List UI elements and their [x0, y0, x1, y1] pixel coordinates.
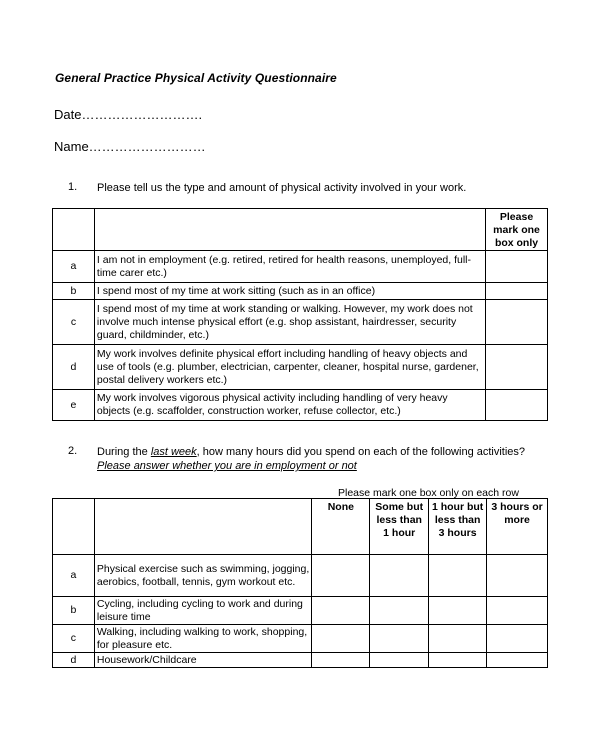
- column-header-1-to-3-hours: 1 hour but less than 3 hours: [429, 499, 487, 555]
- name-field[interactable]: Name………………………: [54, 139, 206, 154]
- checkbox-cell[interactable]: [487, 555, 548, 597]
- checkbox-cell[interactable]: [486, 345, 548, 390]
- checkbox-cell[interactable]: [486, 251, 548, 283]
- row-letter: b: [53, 597, 95, 625]
- table-row: [53, 597, 548, 625]
- mark-one-box-header: Please mark one box only: [486, 209, 548, 251]
- table-row: [53, 653, 548, 668]
- checkbox-cell[interactable]: [370, 597, 429, 625]
- empty-cell: [94, 499, 312, 555]
- question-2-last-week: last week: [150, 446, 197, 458]
- empty-cell: [94, 209, 485, 251]
- row-description: My work involves vigorous physical activity including handling of very heavy objects (e.g. scaffolder, construction worker, refuse collector, etc.): [94, 390, 485, 421]
- checkbox-cell[interactable]: [429, 625, 487, 653]
- checkbox-cell[interactable]: [429, 653, 487, 668]
- checkbox-cell[interactable]: [370, 625, 429, 653]
- row-description: I spend most of my time at work sitting (such as in an office): [94, 283, 485, 300]
- checkbox-cell[interactable]: [486, 390, 548, 421]
- checkbox-cell[interactable]: [487, 625, 548, 653]
- page-title: General Practice Physical Activity Questionnaire: [55, 71, 337, 85]
- checkbox-cell[interactable]: [370, 555, 429, 597]
- row-description: Housework/Childcare: [94, 653, 312, 668]
- row-letter: b: [53, 283, 95, 300]
- question-1-number: 1.: [68, 181, 78, 193]
- column-header-3-hours-or-more: 3 hours or more: [487, 499, 548, 555]
- question-1-table: [52, 208, 548, 421]
- table-header-row: [53, 209, 548, 251]
- question-2-text: [97, 445, 525, 473]
- question-2-instruction: Please answer whether you are in employment or not: [97, 460, 357, 472]
- table-row: [53, 283, 548, 300]
- row-letter: a: [53, 555, 95, 597]
- table-row: [53, 251, 548, 283]
- row-letter: c: [53, 300, 95, 345]
- table-row: [53, 345, 548, 390]
- table-header-row: [53, 499, 548, 555]
- row-description: My work involves definite physical effort including handling of heavy objects and use of tools (e.g. plumber, electrician, carpenter, cleaner, hospital nurse, gardener, postal delivery workers etc.): [94, 345, 485, 390]
- row-letter: d: [53, 345, 95, 390]
- row-letter: d: [53, 653, 95, 668]
- row-description: Cycling, including cycling to work and during leisure time: [94, 597, 312, 625]
- checkbox-cell[interactable]: [370, 653, 429, 668]
- row-description: Physical exercise such as swimming, jogging, aerobics, football, tennis, gym workout etc.: [94, 555, 312, 597]
- table-row: [53, 300, 548, 345]
- row-description: I am not in employment (e.g. retired, retired for health reasons, unemployed, full-time carer etc.): [94, 251, 485, 283]
- table-row: [53, 555, 548, 597]
- checkbox-cell[interactable]: [486, 283, 548, 300]
- table-row: [53, 625, 548, 653]
- row-letter: e: [53, 390, 95, 421]
- row-description: Walking, including walking to work, shopping, for pleasure etc.: [94, 625, 312, 653]
- checkbox-cell[interactable]: [429, 597, 487, 625]
- question-1-text: Please tell us the type and amount of physical activity involved in your work.: [97, 182, 467, 194]
- checkbox-cell[interactable]: [312, 653, 370, 668]
- empty-cell: [53, 209, 95, 251]
- question-2-number: 2.: [68, 445, 78, 457]
- checkbox-cell[interactable]: [429, 555, 487, 597]
- checkbox-cell[interactable]: [487, 597, 548, 625]
- checkbox-cell[interactable]: [487, 653, 548, 668]
- question-2-text-before: During the: [97, 446, 151, 458]
- row-letter: a: [53, 251, 95, 283]
- row-description: I spend most of my time at work standing or walking. However, my work does not involve much intense physical effort (e.g. shop assistant, hairdresser, security guard, childminder, etc.): [94, 300, 485, 345]
- checkbox-cell[interactable]: [486, 300, 548, 345]
- date-field[interactable]: Date……………………….: [54, 107, 203, 122]
- table-row: [53, 390, 548, 421]
- column-header-none: None: [312, 499, 370, 555]
- column-header-less-than-1-hour: Some but less than 1 hour: [370, 499, 429, 555]
- checkbox-cell[interactable]: [312, 625, 370, 653]
- row-instruction: Please mark one box only on each row: [338, 487, 519, 499]
- checkbox-cell[interactable]: [312, 597, 370, 625]
- checkbox-cell[interactable]: [312, 555, 370, 597]
- empty-cell: [53, 499, 95, 555]
- question-2-table: [52, 498, 548, 668]
- question-2-text-after: , how many hours did you spend on each of the following activities?: [196, 446, 526, 458]
- row-letter: c: [53, 625, 95, 653]
